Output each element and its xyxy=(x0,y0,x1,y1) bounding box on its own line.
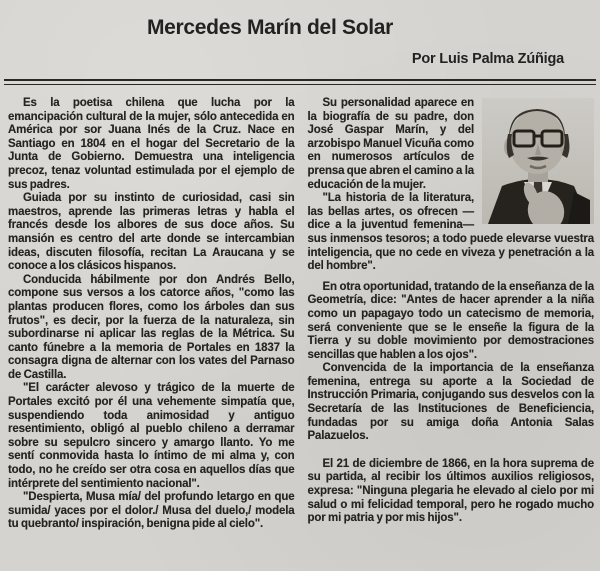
paragraph-geometria: En otra oportunidad, tratando de la enseñanza de la Geometría, dice: "Antes de hacer aprender a la niña como un papagayo todo un catecismo de memoria, será conveniente que se le enseñe la figura de la Tierra y su doble movimiento por demostraciones sencillas que hablen a los ojos". xyxy=(307,280,594,361)
man-with-glasses-portrait-illustration xyxy=(482,98,594,224)
paragraph-infancia: Guiada por su instinto de curiosidad, casi sin maestros, aprende las primeras letras y habla el francés desde los albores de sus doce años. Su mansión es centro del arte donde se intercambian ideas, discuten filosofía, recitan La Araucana y se conoce a los clásicos hispanos. xyxy=(8,192,295,273)
paragraph-cita-literatura: "La historia de la literatura, las bellas artes, os ofrecen —dice a la juventud femenina— sus inmensos tesoros; a todo puede elevarse vuestra inteligencia, que no cede en viveza y penetración a la del hombre". xyxy=(307,192,594,273)
article-byline: Por Luis Palma Zúñiga xyxy=(411,51,564,67)
article-body xyxy=(0,85,600,558)
right-column xyxy=(308,97,595,558)
article-title: Mercedes Marín del Solar xyxy=(146,16,394,39)
paragraph-muerte: El 21 de diciembre de 1866, en la hora suprema de su partida, al recibir los últimos auxilios religiosos, expresa: "Ninguna plegaria he elevado al cielo por mi salud o mi felicidad temporal, pero he rogado mucho por mi patria y por mis hijos". xyxy=(307,457,594,525)
paragraph-cita-portales: "El carácter alevoso y trágico de la muerte de Portales excitó por él una vehemente simpatía que, suspendiendo toda animosidad y antiguo resentimiento, obligó al pueblo chileno a derramar sobre su sepulcro sincero y amargo llanto. Yo me sentí conmovida hasta lo íntimo de mi alma y, con todo, no he creído ser otra cosa en aquellos días que intérprete del sentimiento nacional". xyxy=(8,382,295,490)
paragraph-biografia: Su personalidad aparece en la biografía de su padre, don José Gaspar Marín, y del arzobispo Manuel Vicuña como en numerosos artículos de prensa que abren el camino a la educación de la mujer. xyxy=(307,97,474,191)
paragraph-intro: Es la poetisa chilena que lucha por la emancipación cultural de la mujer, sólo antecedida en América por sor Juana Inés de la Cruz. Nace en Santiago en 1804 en el hogar del Secretario de la Junta de Gobierno. Demuestra una inteligencia precoz, tenaz voluntad estimulada por el ejemplo de sus padres. xyxy=(8,97,295,191)
left-column xyxy=(8,97,295,558)
paragraph-instruccion-primaria: Convencida de la importancia de la enseñanza femenina, entrega su aporte a la Sociedad de Instrucción Primaria, conjugando sus desvelos con la Secretaría de las Instituciones de Beneficiencia, fundadas por su amiga doña Antonia Salas Palazuelos. xyxy=(307,362,594,443)
paragraph-andres-bello: Conducida hábilmente por don Andrés Bello, compone sus versos a los catorce años, "como las plantas producen flores, como los árboles dan sus frutos", es decir, por la fuerza de la naturaleza, sin subordinarse ni aplicar las reglas de la Métrica. Su canto fúnebre a la memoria de Portales en 1837 la consagra digna de alternar con los vates del Parnaso de Castilla. xyxy=(8,273,295,381)
portrait-photo xyxy=(482,98,594,224)
paragraph-cita-musa: "Despierta, Musa mía/ del profundo letargo en que sumida/ yaces por el dolor./ Musa del duelo,/ modela tu quebranto/ inspiración, benigna pide al cielo". xyxy=(8,491,295,531)
